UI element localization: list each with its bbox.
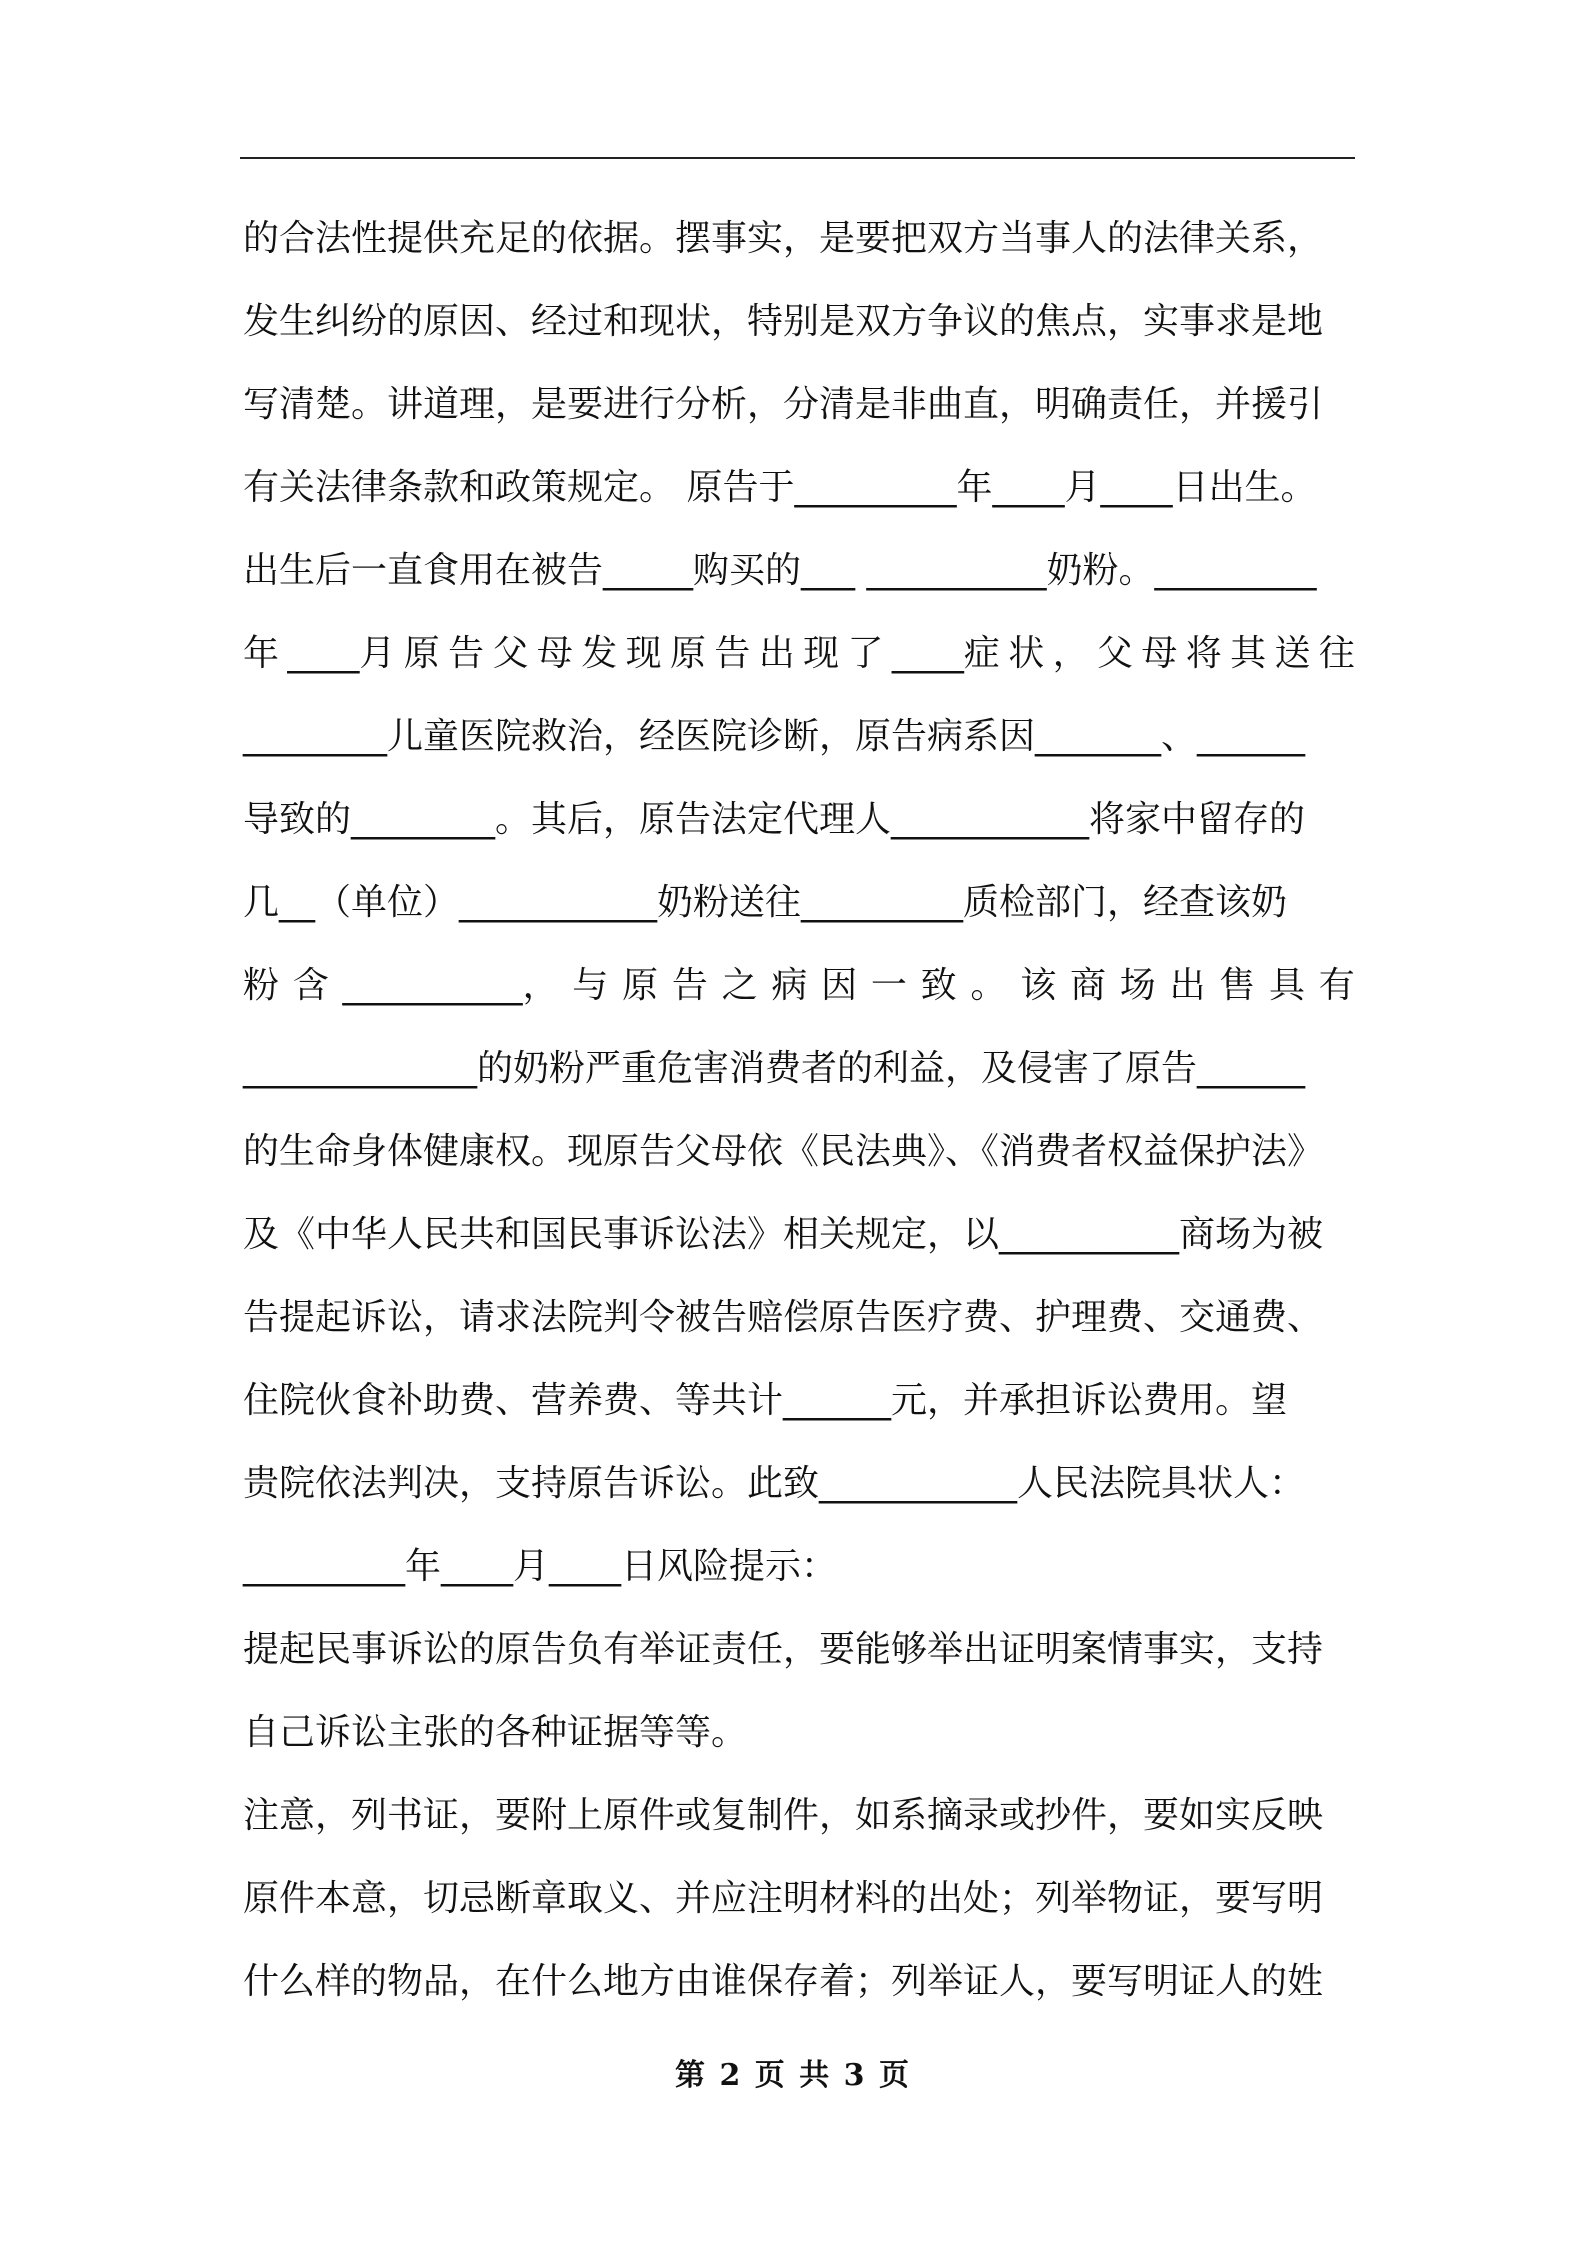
text-line: 原件本意，切忌断章取义、并应注明材料的出处；列举物证，要写明 — [243, 1878, 1324, 1919]
text-line: 的合法性提供充足的依据。摆事实，是要把双方当事人的法律关系， — [243, 218, 1324, 259]
text-line: 写清楚。讲道理，是要进行分析，分清是非曲直，明确责任，并援引 — [243, 384, 1324, 425]
text-line: 有关法律条款和政策规定。 原告于_________年____月____日出生。 — [243, 467, 1317, 508]
text-line: 什么样的物品，在什么地方由谁保存着；列举证人，要写明证人的姓 — [243, 1961, 1324, 2002]
text-line: 及《中华人民共和国民事诉讼法》相关规定，以__________商场为被 — [243, 1214, 1324, 1255]
text-line: 提起民事诉讼的原告负有举证责任，要能够举出证明案情事实，支持 — [243, 1629, 1324, 1670]
text-line: 自己诉讼主张的各种证据等等。 — [243, 1712, 748, 1753]
text-line: 几__（单位）___________奶粉送往_________质检部门，经查该奶 — [243, 882, 1288, 923]
text-line: 的生命身体健康权。现原告父母依《民法典》、《消费者权益保护法》 — [243, 1131, 1324, 1172]
page-number: 第 2 页 共 3 页 — [675, 2058, 911, 2093]
body-text — [243, 197, 1355, 2023]
text-line: ________儿童医院救治，经医院诊断，原告病系因_______、______ — [243, 716, 1306, 757]
text-line: 告提起诉讼，请求法院判令被告赔偿原告医疗费、护理费、交通费、 — [243, 1297, 1324, 1338]
header-rule — [240, 157, 1355, 159]
text-line: _____________的奶粉严重危害消费者的利益，及侵害了原告______ — [243, 1048, 1306, 1089]
text-line: _________年____月____日风险提示： — [243, 1546, 838, 1587]
text-line: 贵院依法判决，支持原告诉讼。此致___________人民法院具状人： — [243, 1463, 1306, 1504]
text-line: 住院伙食补助费、营养费、等共计______元，并承担诉讼费用。望 — [243, 1380, 1288, 1421]
text-line: 导致的________。其后，原告法定代理人___________将家中留存的 — [243, 799, 1306, 840]
text-line: 年 ____月 原 告 父 母 发 现 原 告 出 现 了 ____症 状 ， 父 母 将 其 送 往 — [243, 633, 1355, 674]
text-line: 粉 含 __________， 与 原 告 之 病 因 一 致 。 该 商 场 出 售 具 有 — [243, 965, 1355, 1006]
text-line: 出生后一直食用在被告_____购买的___ __________奶粉。_________ — [243, 550, 1317, 591]
text-line: 发生纠纷的原因、经过和现状，特别是双方争议的焦点，实事求是地 — [243, 301, 1324, 342]
text-line: 注意，列书证，要附上原件或复制件，如系摘录或抄件，要如实反映 — [243, 1795, 1324, 1836]
